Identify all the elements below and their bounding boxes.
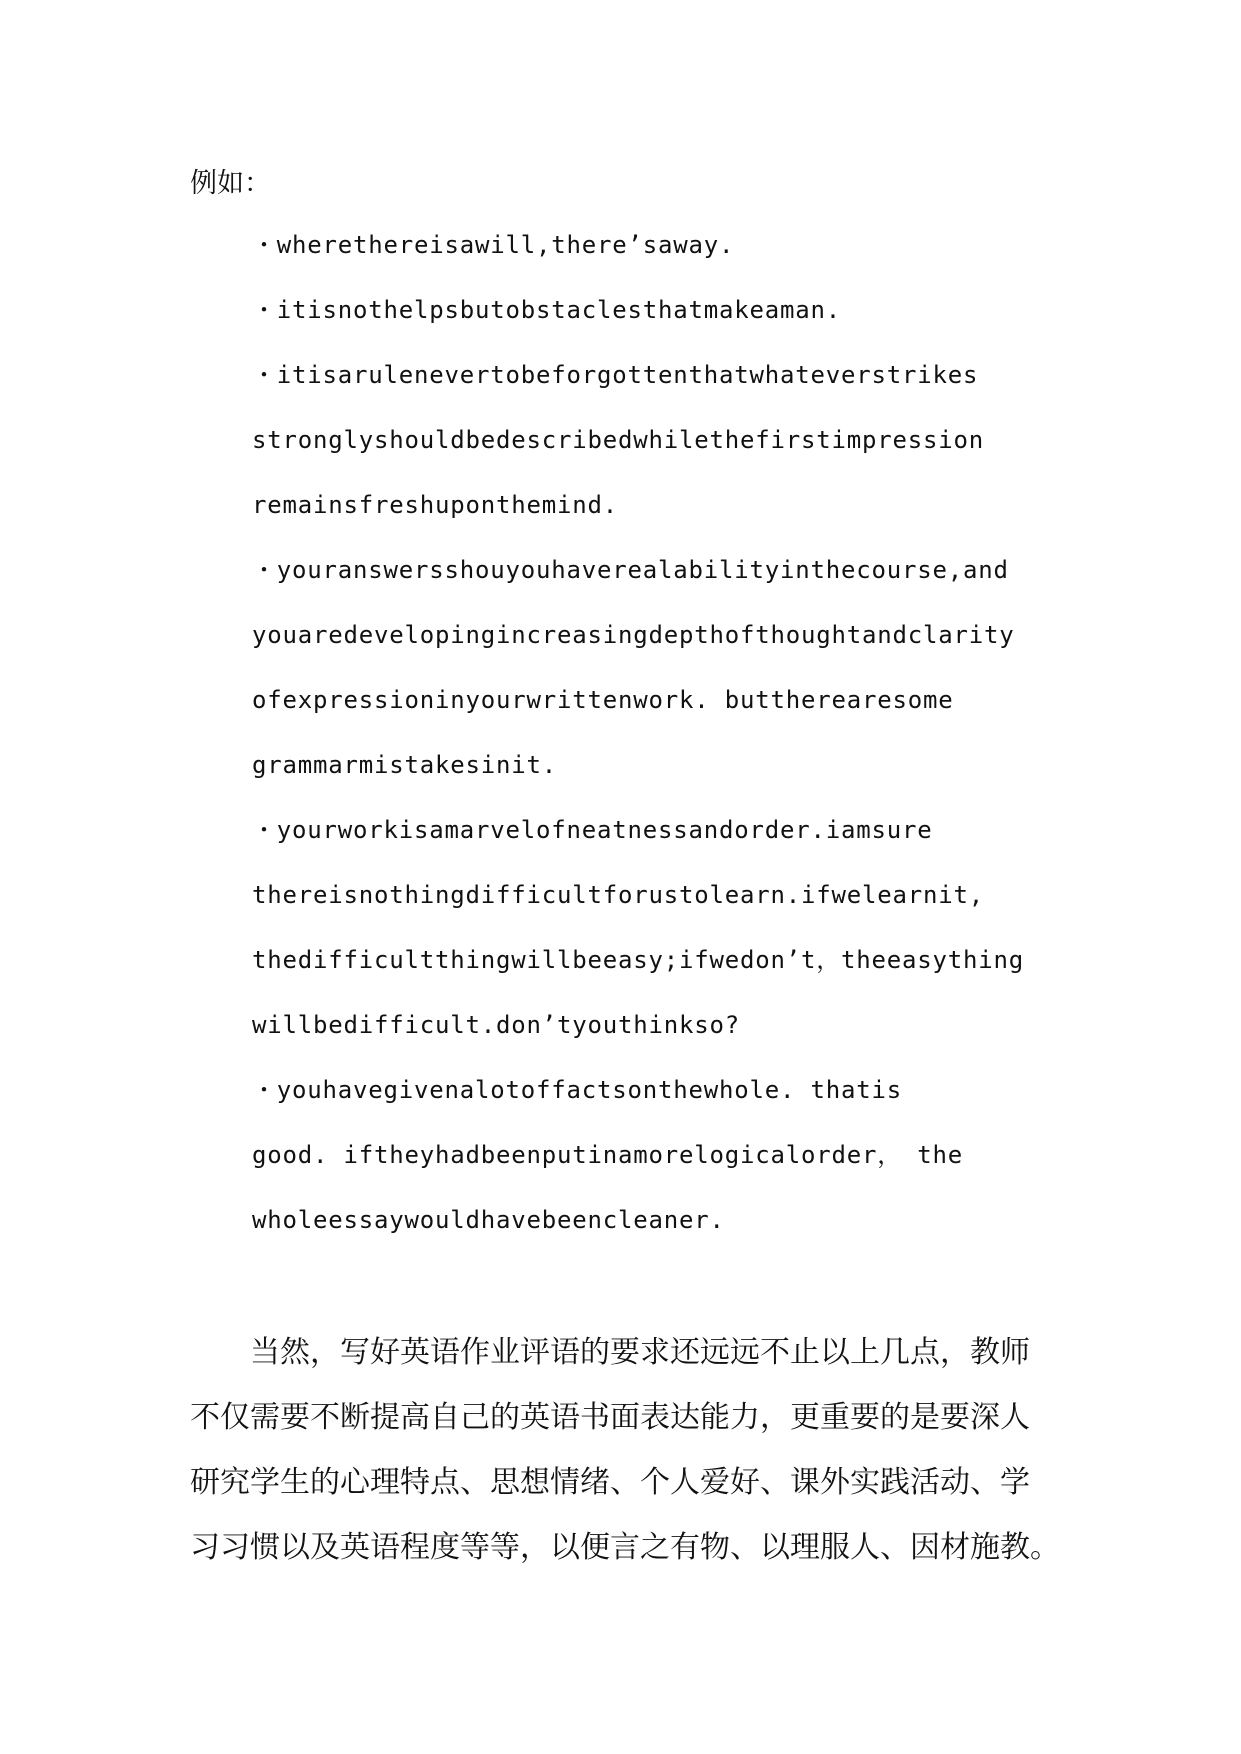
example-line: ofexpressioninyourwrittenwork. buttherearesome	[252, 686, 954, 714]
closing-line: 当然，写好英语作业评语的要求还远远不止以上几点，教师	[190, 1335, 1030, 1370]
example-line: good. iftheyhadbeenputinamorelogicalorder， the	[252, 1141, 964, 1169]
example-line: wholeessaywouldhavebeencleaner.	[252, 1206, 725, 1234]
example-line: stronglyshouldbedescribedwhilethefirstimpression	[252, 426, 984, 454]
example-line: ・youranswersshouyouhaverealabilityinthecourse,and	[252, 556, 1009, 584]
example-comments-list	[252, 225, 1082, 1265]
example-line: thereisnothingdifficultforustolearn.ifwelearnit,	[252, 881, 984, 909]
example-line: grammarmistakesinit.	[252, 751, 557, 779]
example-line: ・yourworkisamarvelofneatnessandorder.iamsure	[252, 816, 933, 844]
closing-line: 习习惯以及英语程度等等，以便言之有物、以理服人、因材施教。	[190, 1530, 1060, 1565]
example-line: ・youhavegivenalotoffactsonthewhole. thatis	[252, 1076, 903, 1104]
example-line: willbedifficult.don’tyouthinkso?	[252, 1011, 740, 1039]
closing-paragraph	[190, 1333, 1060, 1593]
intro-label: 例如：	[190, 168, 271, 199]
example-line: remainsfreshuponthemind.	[252, 491, 618, 519]
example-line: ・itisarulenevertobeforgottenthatwhateverstrikes	[252, 361, 979, 389]
closing-line: 研究学生的心理特点、思想情绪、个人爱好、课外实践活动、学	[190, 1465, 1030, 1500]
example-line: ・itisnothelpsbutobstaclesthatmakeaman.	[252, 296, 842, 324]
closing-line: 不仅需要不断提高自己的英语书面表达能力，更重要的是要深人	[190, 1400, 1030, 1435]
example-line: ・wherethereisawill,there’saway.	[252, 231, 735, 259]
example-line: thedifficultthingwillbeeasy;ifwedon’t，theeasything	[252, 946, 1025, 974]
example-line: youaredevelopingincreasingdepthofthoughtandclarity	[252, 621, 1015, 649]
